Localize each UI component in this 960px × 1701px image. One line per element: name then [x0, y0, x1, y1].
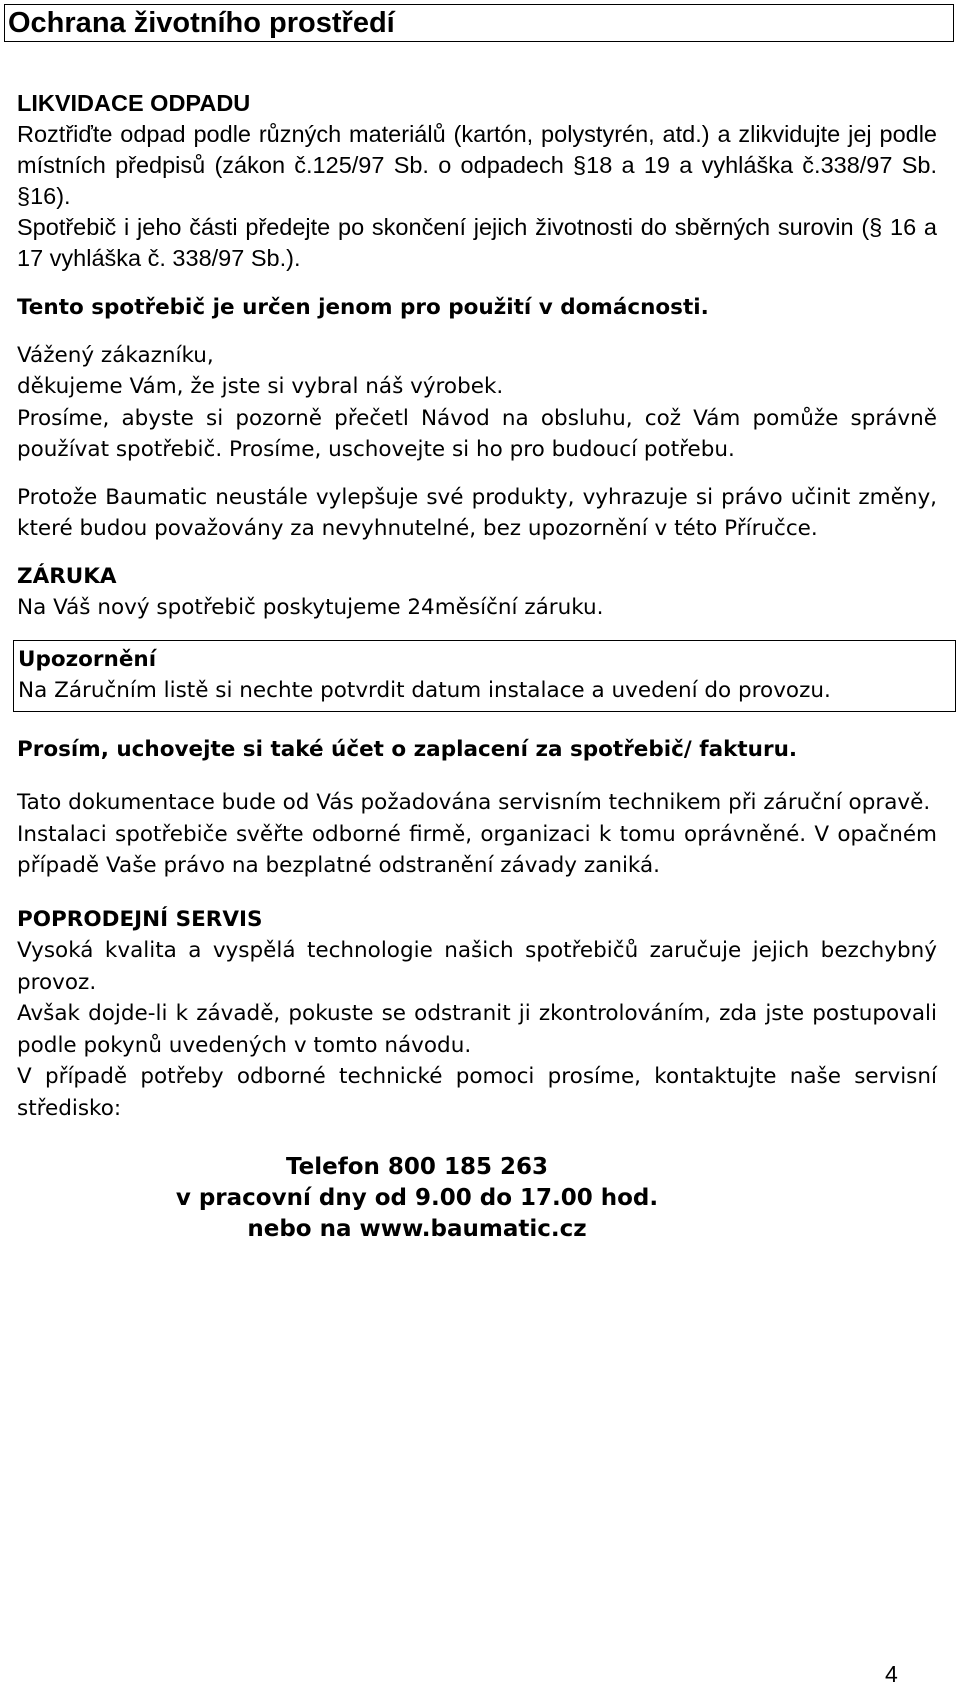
greeting-salutation: Vážený zákazníku, — [17, 342, 214, 368]
documentation-text-1: Tato dokumentace bude od Vás požadována servisním technikem při záruční opravě. — [17, 790, 931, 815]
service-text-3: V případě potřeby odborné technické pomoci prosíme, kontaktujte naše servisní středisko: — [17, 1064, 937, 1121]
notice-text: Na Záručním listě si nechte potvrdit datum instalace a uvedení do provozu. — [18, 678, 831, 703]
disposal-text-1: Roztřiďte odpad podle různých materiálů (kartón, polystyrén, atd.) a zlikvidujte jej podle místních předpisů (zákon č.125/97 Sb. o odpadech §18 a 19 a vyhláška č.338/97 Sb. §16). — [17, 121, 937, 209]
notice-box — [13, 640, 956, 712]
disposal-text-2: Spotřebič i jeho části předejte po skončení jejich životnosti do sběrných surovin (§ 16 a 17 vyhláška č. 338/97 Sb.). — [17, 214, 937, 271]
service-text-1: Vysoká kvalita a vyspělá technologie našich spotřebičů zaručuje jejich bezchybný provoz. — [17, 938, 937, 995]
contact-web: nebo na www.baumatic.cz — [247, 1216, 587, 1242]
disposal-heading: LIKVIDACE ODPADU — [17, 90, 251, 116]
greeting-instructions: Prosíme, abyste si pozorně přečetl Návod na obsluhu, což Vám pomůže správně používat spotřebič. Prosíme, uschovejte si ho pro budoucí potřebu. — [17, 405, 937, 462]
receipt-note: Prosím, uchovejte si také účet o zaplacení za spotřebič/ fakturu. — [17, 736, 798, 762]
household-note: Tento spotřebič je určen jenom pro použití v domácnosti. — [17, 295, 709, 320]
contact-hours: v pracovní dny od 9.00 do 17.00 hod. — [175, 1185, 659, 1211]
service-heading: POPRODEJNÍ SERVIS — [17, 906, 263, 932]
warranty-heading: ZÁRUKA — [17, 563, 117, 589]
contact-phone: Telefon 800 185 263 — [286, 1154, 548, 1180]
service-text-2: Avšak dojde-li k závadě, pokuste se odstranit ji zkontrolováním, zda jste postupovali podle pokynů uvedených v tomto návodu. — [17, 1001, 937, 1058]
page-title: Ochrana životního prostředí — [4, 4, 954, 42]
page-number: 4 — [885, 1661, 898, 1687]
warranty-text: Na Váš nový spotřebič poskytujeme 24měsíční záruku. — [17, 595, 604, 620]
page-content — [17, 88, 937, 1245]
changes-note: Protože Baumatic neustále vylepšuje své produkty, vyhrazuje si právo učinit změny, které budou považovány za nevyhnutelné, bez upozornění v této Příručce. — [17, 484, 937, 541]
notice-heading: Upozornění — [18, 646, 157, 672]
documentation-text-2: Instalaci spotřebiče svěřte odborné firmě, organizaci k tomu oprávněné. V opačném případě Vaše právo na bezplatné odstranění závady zaniká. — [17, 821, 937, 878]
greeting-thanks: děkujeme Vám, že jste si vybral náš výrobek. — [17, 374, 504, 399]
